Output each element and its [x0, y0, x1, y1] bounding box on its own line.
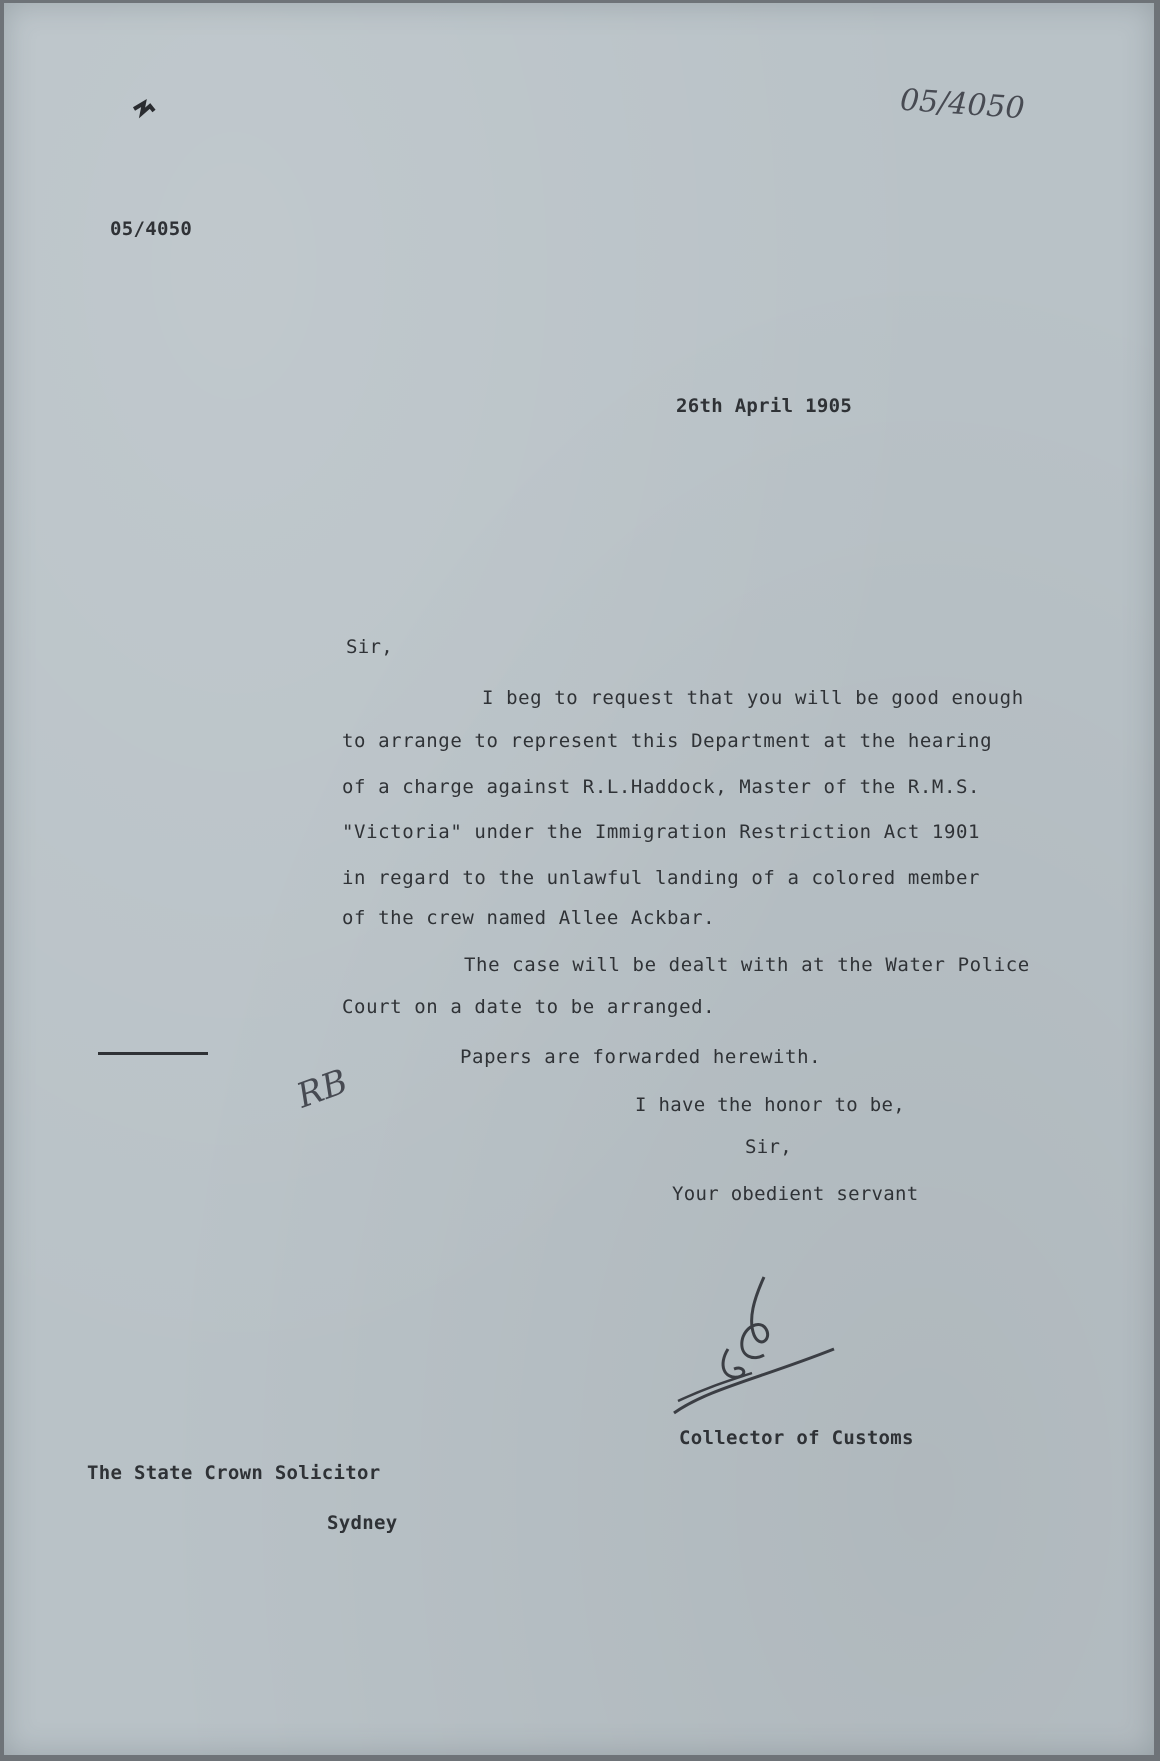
body-line: Papers are forwarded herewith.: [460, 1046, 822, 1068]
closing-line: I have the honor to be,: [635, 1094, 905, 1116]
body-line: I beg to request that you will be good enough: [482, 687, 1024, 709]
ink-mark: [130, 93, 160, 121]
closing-line: Sir,: [745, 1136, 792, 1158]
file-reference: 05/4050: [110, 218, 193, 240]
signer-title: Collector of Customs: [679, 1427, 914, 1449]
letter-page: [4, 3, 1154, 1755]
recipient-name: The State Crown Solicitor: [87, 1462, 381, 1484]
body-line: Court on a date to be arranged.: [342, 996, 716, 1018]
body-line: in regard to the unlawful landing of a colored member: [342, 867, 981, 889]
handwritten-file-ref: 05/4050: [898, 82, 1026, 127]
body-line: to arrange to represent this Department at the hearing: [342, 730, 993, 752]
closing-line: Your obedient servant: [672, 1183, 919, 1205]
letter-date: 26th April 1905: [676, 395, 853, 417]
body-line: The case will be dealt with at the Water Police: [464, 954, 1030, 976]
salutation: Sir,: [346, 636, 393, 658]
handwritten-initials: RB: [291, 1061, 353, 1117]
body-line: of the crew named Allee Ackbar.: [342, 907, 716, 929]
signature: [668, 1269, 838, 1419]
body-line: of a charge against R.L.Haddock, Master of the R.M.S.: [342, 776, 981, 798]
body-line: "Victoria" under the Immigration Restriction Act 1901: [342, 821, 981, 843]
recipient-city: Sydney: [327, 1512, 398, 1534]
margin-rule: [98, 1052, 208, 1055]
